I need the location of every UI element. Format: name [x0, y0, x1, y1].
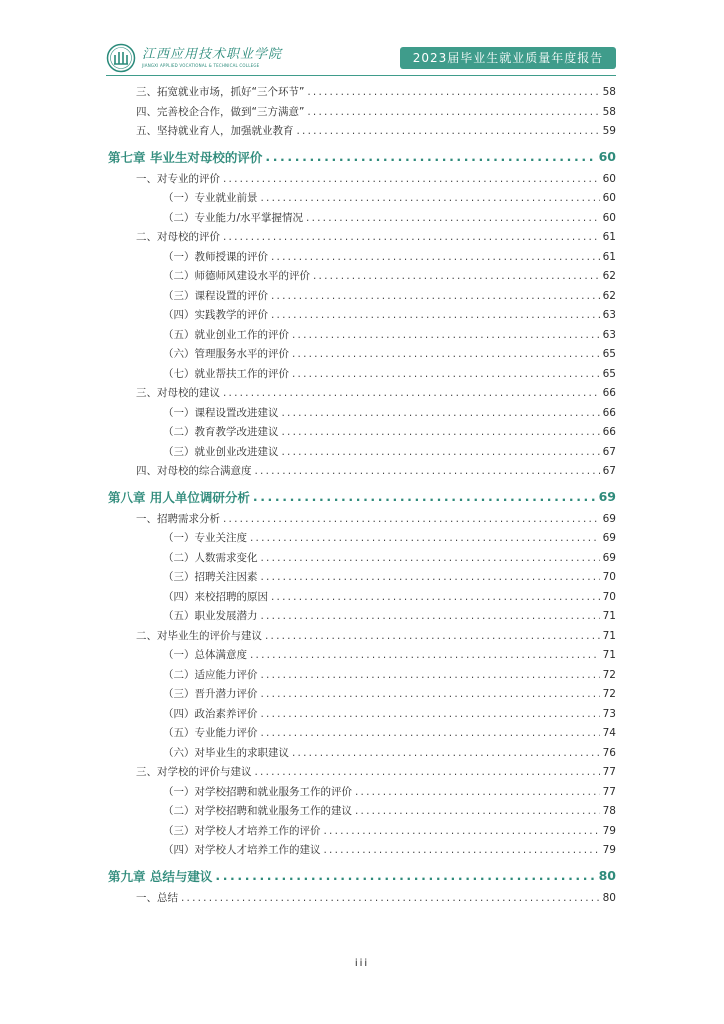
toc-entry-page: 60	[598, 149, 616, 164]
toc-entry[interactable]	[108, 890, 616, 910]
toc-entry-title: （四）政治素养评价	[163, 707, 258, 720]
toc-entry-page: 67	[602, 465, 616, 477]
toc-leader-dots	[223, 513, 600, 525]
toc-entry[interactable]	[108, 803, 616, 823]
toc-entry-page: 59	[602, 125, 616, 137]
toc-entry[interactable]	[108, 171, 616, 191]
toc-entry-page: 62	[602, 289, 616, 302]
toc-leader-dots	[282, 446, 600, 458]
toc-entry-title: 第九章 总结与建议	[108, 868, 213, 884]
toc-entry-title: （二）教育教学改进建议	[163, 426, 279, 438]
toc-leader-dots	[292, 329, 600, 341]
toc-entry-title: 四、完善校企合作，做到“三方满意”	[136, 105, 305, 118]
toc-entry[interactable]	[108, 288, 616, 308]
toc-entry-page: 79	[602, 844, 616, 856]
toc-entry-title: （四）来校招聘的原因	[163, 590, 268, 603]
toc-entry-page: 62	[602, 270, 616, 282]
toc-leader-dots	[271, 309, 600, 321]
toc-leader-dots	[271, 591, 600, 603]
toc-entry-page: 61	[602, 250, 616, 263]
toc-entry-title: （一）专业就业前景	[163, 192, 258, 204]
toc-leader-dots	[292, 747, 600, 759]
toc-leader-dots	[261, 727, 600, 739]
toc-entry-title: 二、对毕业生的评价与建议	[136, 629, 262, 642]
toc-entry[interactable]	[108, 686, 616, 706]
toc-entry-title: 二、对母校的评价	[136, 231, 220, 243]
toc-entry-page: 67	[602, 445, 616, 458]
toc-leader-dots	[265, 149, 595, 164]
toc-leader-dots	[307, 106, 599, 118]
toc-entry-title: 三、拓宽就业市场，抓好“三个环节”	[136, 86, 305, 98]
toc-leader-dots	[292, 348, 600, 360]
toc-entry[interactable]	[108, 530, 616, 550]
toc-entry-title: 第八章 用人单位调研分析	[108, 489, 250, 505]
toc-leader-dots	[307, 86, 599, 98]
toc-leader-dots	[313, 270, 600, 282]
toc-entry-page: 71	[602, 610, 616, 622]
toc-entry-title: 一、对专业的评价	[136, 172, 220, 185]
toc-entry-title: （一）对学校招聘和就业服务工作的评价	[163, 785, 352, 798]
toc-entry-title: （五）就业创业工作的评价	[163, 328, 289, 341]
toc-entry[interactable]	[108, 764, 616, 784]
toc-entry-page: 70	[602, 571, 616, 583]
toc-entry-page: 63	[602, 328, 616, 341]
toc-entry[interactable]	[108, 511, 616, 531]
toc-entry-title: （一）课程设置改进建议	[163, 406, 279, 419]
toc-entry-title: 三、对学校的评价与建议	[136, 766, 252, 778]
toc-entry-title: 一、总结	[136, 891, 178, 904]
toc-entry[interactable]	[108, 784, 616, 804]
toc-leader-dots	[271, 251, 600, 263]
toc-leader-dots	[261, 708, 600, 720]
toc-entry-page: 69	[602, 532, 616, 544]
toc-leader-dots	[261, 669, 600, 681]
toc-entry-page: 77	[602, 766, 616, 778]
toc-entry-title: （一）专业关注度	[163, 532, 247, 544]
toc-entry-page: 66	[602, 426, 616, 438]
toc-entry-page: 72	[602, 668, 616, 681]
toc-entry[interactable]	[108, 667, 616, 687]
toc-entry[interactable]	[108, 424, 616, 444]
toc-entry-title: （六）管理服务水平的评价	[163, 348, 289, 360]
toc-leader-dots	[253, 489, 596, 504]
college-logo	[106, 42, 282, 74]
toc-entry[interactable]	[108, 249, 616, 269]
college-emblem-icon	[106, 43, 136, 73]
toc-leader-dots	[255, 766, 600, 778]
toc-entry-page: 69	[598, 489, 616, 504]
toc-entry-page: 79	[602, 824, 616, 837]
toc-entry-title: （四）实践教学的评价	[163, 309, 268, 321]
toc-entry-title: （五）专业能力评价	[163, 727, 258, 739]
toc-chapter-entry[interactable]	[108, 143, 616, 171]
toc-entry-page: 63	[602, 309, 616, 321]
toc-entry-title: （二）对学校招聘和就业服务工作的建议	[163, 805, 352, 817]
toc-entry-title: （四）对学校人才培养工作的建议	[163, 844, 321, 856]
toc-entry-title: （一）总体满意度	[163, 649, 247, 661]
toc-leader-dots	[223, 173, 600, 185]
toc-leader-dots	[181, 892, 600, 904]
page-header	[106, 40, 616, 76]
toc-leader-dots	[215, 868, 595, 883]
toc-entry-page: 65	[602, 348, 616, 360]
toc-entry[interactable]	[108, 842, 616, 862]
toc-leader-dots	[306, 212, 600, 224]
toc-entry-title: （二）专业能力/水平掌握情况	[163, 211, 304, 224]
toc-entry[interactable]	[108, 210, 616, 230]
toc-entry-page: 69	[602, 551, 616, 564]
toc-entry[interactable]	[108, 268, 616, 288]
toc-leader-dots	[324, 844, 600, 856]
logo-chinese-name: 江西应用技术职业学院	[142, 47, 283, 62]
toc-leader-dots	[223, 231, 600, 243]
toc-entry-page: 60	[602, 211, 616, 224]
toc-entry-title: （三）晋升潜力评价	[163, 688, 258, 700]
toc-entry[interactable]	[108, 628, 616, 648]
toc-entry-page: 71	[602, 629, 616, 642]
toc-entry-page: 77	[602, 785, 616, 798]
toc-entry-title: （二）人数需求变化	[163, 551, 258, 564]
header-divider	[106, 75, 616, 76]
toc-entry-page: 60	[602, 192, 616, 204]
toc-entry[interactable]	[108, 385, 616, 405]
toc-leader-dots	[271, 290, 600, 302]
toc-entry-title: 四、对母校的综合满意度	[136, 465, 252, 477]
toc-entry[interactable]	[108, 123, 616, 143]
toc-leader-dots	[282, 426, 600, 438]
toc-entry-title: （三）课程设置的评价	[163, 289, 268, 302]
toc-entry-page: 80	[602, 891, 616, 904]
toc-entry[interactable]	[108, 608, 616, 628]
toc-entry[interactable]	[108, 569, 616, 589]
toc-entry[interactable]	[108, 84, 616, 104]
toc-entry[interactable]	[108, 104, 616, 124]
toc-leader-dots	[261, 688, 600, 700]
toc-entry-page: 80	[598, 868, 616, 883]
toc-entry-page: 69	[602, 512, 616, 525]
toc-leader-dots	[297, 125, 600, 137]
toc-entry[interactable]	[108, 463, 616, 483]
toc-leader-dots	[355, 786, 600, 798]
toc-entry-title: （六）对毕业生的求职建议	[163, 746, 289, 759]
toc-entry-title: （七）就业帮扶工作的评价	[163, 367, 289, 380]
toc-entry-title: （二）师德师风建设水平的评价	[163, 270, 310, 282]
toc-entry[interactable]	[108, 327, 616, 347]
toc-entry-title: 一、招聘需求分析	[136, 512, 220, 525]
toc-entry-page: 73	[602, 707, 616, 720]
toc-entry-title: （一）教师授课的评价	[163, 250, 268, 263]
toc-entry-page: 65	[602, 367, 616, 380]
toc-leader-dots	[261, 610, 600, 622]
toc-chapter-entry[interactable]	[108, 483, 616, 511]
toc-entry[interactable]	[108, 366, 616, 386]
toc-entry-title: （二）适应能力评价	[163, 668, 258, 681]
toc-entry-title: （三）就业创业改进建议	[163, 445, 279, 458]
toc-entry-page: 60	[602, 172, 616, 185]
toc-entry-page: 58	[602, 105, 616, 118]
toc-entry[interactable]	[108, 229, 616, 249]
toc-entry-page: 70	[602, 590, 616, 603]
toc-leader-dots	[282, 407, 600, 419]
toc-entry[interactable]	[108, 405, 616, 425]
toc-chapter-entry[interactable]	[108, 862, 616, 890]
toc-leader-dots	[261, 552, 600, 564]
toc-entry[interactable]	[108, 346, 616, 366]
toc-leader-dots	[324, 825, 600, 837]
toc-entry-title: 五、坚持就业育人，加强就业教育	[136, 125, 294, 137]
toc-entry[interactable]	[108, 706, 616, 726]
toc-entry-page: 74	[602, 727, 616, 739]
toc-entry-page: 78	[602, 805, 616, 817]
toc-entry[interactable]	[108, 190, 616, 210]
toc-leader-dots	[292, 368, 600, 380]
toc-entry[interactable]	[108, 444, 616, 464]
toc-entry[interactable]	[108, 307, 616, 327]
toc-leader-dots	[255, 465, 600, 477]
toc-entry-page: 66	[602, 387, 616, 399]
toc-entry-title: （五）职业发展潜力	[163, 610, 258, 622]
toc-entry[interactable]	[108, 589, 616, 609]
toc-leader-dots	[355, 805, 600, 817]
toc-entry-page: 76	[602, 746, 616, 759]
logo-english-name: JIANGXI APPLIED VOCATIONAL & TECHNICAL COLLEGE	[142, 63, 260, 68]
toc-entry[interactable]	[108, 745, 616, 765]
toc-entry-title: （三）招聘关注因素	[163, 571, 258, 583]
report-title-badge: 2023届毕业生就业质量年度报告	[400, 47, 616, 69]
toc-entry[interactable]	[108, 550, 616, 570]
toc-leader-dots	[223, 387, 600, 399]
toc-leader-dots	[261, 571, 600, 583]
toc-leader-dots	[265, 630, 600, 642]
page-number: iii	[354, 958, 370, 969]
table-of-contents	[108, 84, 616, 909]
toc-entry-page: 58	[602, 86, 616, 98]
toc-entry-page: 71	[602, 649, 616, 661]
toc-entry-title: 三、对母校的建议	[136, 387, 220, 399]
toc-leader-dots	[250, 649, 600, 661]
toc-entry[interactable]	[108, 823, 616, 843]
toc-entry-title: 第七章 毕业生对母校的评价	[108, 149, 263, 165]
toc-entry-page: 61	[602, 231, 616, 243]
toc-entry-page: 72	[602, 688, 616, 700]
toc-leader-dots	[250, 532, 600, 544]
toc-entry-title: （三）对学校人才培养工作的评价	[163, 824, 321, 837]
toc-entry[interactable]	[108, 725, 616, 745]
toc-entry-page: 66	[602, 406, 616, 419]
toc-entry[interactable]	[108, 647, 616, 667]
toc-leader-dots	[261, 192, 600, 204]
